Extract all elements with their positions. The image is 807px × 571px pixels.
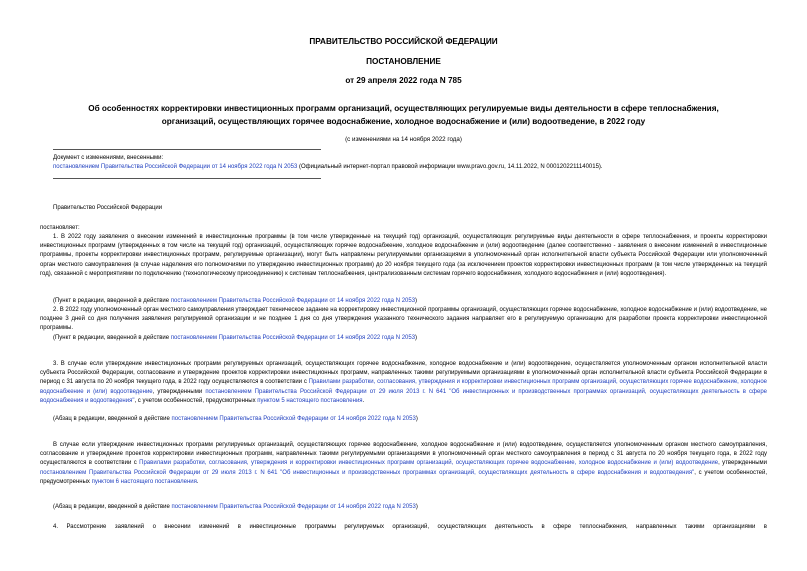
issuer: Правительство Российской Федерации: [53, 205, 163, 211]
paragraph-1-note: (Пункт в редакции, введенной в действие постановлением Правительства Российской Федерации от 14 ноября 2022 года N 2053): [53, 298, 418, 304]
government-heading: ПРАВИТЕЛЬСТВО РОССИЙСКОЙ ФЕДЕРАЦИИ: [309, 37, 498, 46]
paragraph-5: 4. Рассмотрение заявлений о внесении изменений в инвестиционные программы регулируемых организаций, осуществляющих деятельность в сфере теплоснабжения, направленных такими организациями в: [53, 524, 767, 530]
paragraph-2: 2. В 2022 году уполномоченный орган местного самоуправления утверждает техническое задание на корректировку инвестиционной программы организаций, осуществляющих горячее водоснабжение, холодное водоснабжение и (или) водоотведение, не позднее 3 дней со дня получения заявления регулируемой организации и не позднее 1 дня со дня утверждения указанного технического задания направляет его в регулируемую организацию для разработки проекта корректировки инвестиционной программы.: [40, 307, 767, 332]
paragraph-4-note: (Абзац в редакции, введенной в действие постановлением Правительства Российской Федерации от 14 ноября 2022 года N 2053): [53, 504, 418, 510]
document-title: [40, 103, 767, 128]
changes-source-text: (Официальный интернет-портал правовой информации www.pravo.gov.ru, 14.11.2022, N 0001202211140015).: [297, 164, 603, 170]
document-date-number: от 29 апреля 2022 года N 785: [345, 76, 462, 85]
title-line-1: Об особенностях корректировки инвестиционных программ организаций, осуществляющих регулируемые виды деятельности в сфере теплоснабжения,: [88, 104, 719, 113]
paragraph-3: 3. В случае если утверждение инвестиционных программ регулируемых организаций, осуществляющих горячее водоснабжение, холодное водоснабжение и (или) водоотведение, осуществляется уполномоченным органом исполнительной власти субъекта Российской Федерации, согласование и утверждение проектов корректировки инвестиционных программ, направленных такими регулируемыми организациями в уполномоченный орган исполнительной власти субъекта Российской Федерации в период с 31 августа по 20 ноября текущего года, в 2022 году осуществляются в соответствии с Правилами разработки, согласования, утверждения и корректировки инвестиционных программ организаций, осуществляющих горячее водоснабжение, холодное водоснабжение и (или) водоотведение, утвержденными постановлением Правительства Российской Федерации от 29 июля 2013 г. N 641 "Об инвестиционных и производственных программах организаций, осуществляющих деятельность в сфере водоснабжения и водоотведения", с учетом особенностей, предусмотренных пунктом 5 настоящего постановления.: [40, 361, 767, 404]
resolution-641-link-1[interactable]: постановлением Правительства Российской Федерации от 29 июля 2013 г. N 641 "Об инвестиционных и производственных программах организаций, осуществляющих деятельность в сфере водоснабжения и водоотведения": [40, 388, 767, 404]
changes-label: Документ с изменениями, внесенными:: [53, 155, 164, 161]
paragraph-4: В случае если утверждение инвестиционных программ регулируемых организаций, осуществляющих горячее водоснабжение, холодное водоснабжение и (или) водоотведение, осуществляется уполномоченным органом местного самоуправления, согласование и утверждение проектов корректировки инвестиционных программ, направленных такими регулируемыми организациями в уполномоченный орган местного самоуправления в период с 31 августа по 20 ноября текущего года, в 2022 году осуществляются в соответствии с Правилами разработки, согласования, утверждения и корректировки инвестиционных программ организаций, осуществляющих горячее водоснабжение, холодное водоснабжение и (или) водоотведение, утвержденными постановлением Правительства Российской Федерации от 29 июля 2013 г. N 641 "Об инвестиционных и производственных программах организаций, осуществляющих деятельность в сфере водоснабжения и водоотведения", с учетом особенностей, предусмотренных пунктом 6 настоящего постановления.: [40, 442, 767, 485]
paragraph-1-note-link[interactable]: постановлением Правительства Российской Федерации от 14 ноября 2022 года N 2053: [170, 298, 416, 304]
paragraph-3-note-link[interactable]: постановлением Правительства Российской Федерации от 14 ноября 2022 года N 2053: [171, 416, 416, 422]
clause-5-link[interactable]: пунктом 5 настоящего постановления: [257, 397, 363, 404]
title-line-2: организаций, осуществляющих горячее водоснабжение, холодное водоснабжение и (или) водоотведение, в 2022 году: [161, 116, 646, 126]
paragraph-2-note-link[interactable]: постановлением Правительства Российской Федерации от 14 ноября 2022 года N 2053: [170, 335, 416, 341]
paragraph-2-note: (Пункт в редакции, введенной в действие постановлением Правительства Российской Федерации от 14 ноября 2022 года N 2053): [53, 335, 418, 341]
rules-link-2[interactable]: Правилами разработки, согласования, утверждения и корректировки инвестиционных программ организаций, осуществляющих горячее водоснабжение, холодное водоснабжение и (или) водоотведение: [139, 460, 719, 467]
divider-top: [53, 149, 321, 150]
changes-note: (с изменениями на 14 ноября 2022 года): [345, 136, 462, 143]
changes-source: [53, 163, 773, 172]
document-type: ПОСТАНОВЛЕНИЕ: [366, 57, 441, 66]
paragraph-1: 1. В 2022 году заявления о внесении изменений в инвестиционные программы (в том числе утвержденные на текущий год) организаций, осуществляющих регулируемые виды деятельности в сфере теплоснабжения, и проекты корректировки инвестиционных программ (утвержденных в том числе на текущий год) организаций, осуществляющих горячее водоснабжение, холодное водоснабжение и (или) водоотведение (далее соответственно - заявления о внесении изменений в инвестиционные программы, проекты корректировки инвестиционных программ, регулируемые организации), могут быть направлены регулируемыми организациями в уполномоченный орган исполнительной власти субъекта Российской Федерации или уполномоченный орган местного самоуправления (в случае наделения его полномочиями по утверждению инвестиционных программ) до 20 ноября текущего года (за исключением проектов корректировки инвестиционных программ (в том числе утвержденных на текущий год), связанной с мероприятиями по подключению (технологическому присоединению) к системам теплоснабжения, централизованным системам горячего водоснабжения, холодного водоснабжения и (или) водоотведения).: [40, 234, 767, 277]
decides: постановляет:: [40, 225, 80, 231]
rules-link-1[interactable]: Правилами разработки, согласования, утверждения и корректировки инвестиционных программ организаций, осуществляющих горячее водоснабжение, холодное водоснабжение и (или) водоотведение: [40, 379, 767, 395]
paragraph-3-note: (Абзац в редакции, введенной в действие постановлением Правительства Российской Федерации от 14 ноября 2022 года N 2053): [53, 416, 418, 422]
resolution-641-link-2[interactable]: постановлением Правительства Российской Федерации от 29 июля 2013 г. N 641 "Об инвестиционных и производственных программах организаций, осуществляющих деятельность в сфере водоснабжения и водоотведения": [40, 469, 695, 476]
clause-6-link[interactable]: пунктом 6 настоящего постановления: [91, 478, 197, 485]
amendment-link[interactable]: постановлением Правительства Российской Федерации от 14 ноября 2022 года N 2053: [53, 164, 298, 170]
paragraph-4-note-link[interactable]: постановлением Правительства Российской Федерации от 14 ноября 2022 года N 2053: [171, 504, 416, 510]
divider-bottom: [53, 178, 321, 179]
